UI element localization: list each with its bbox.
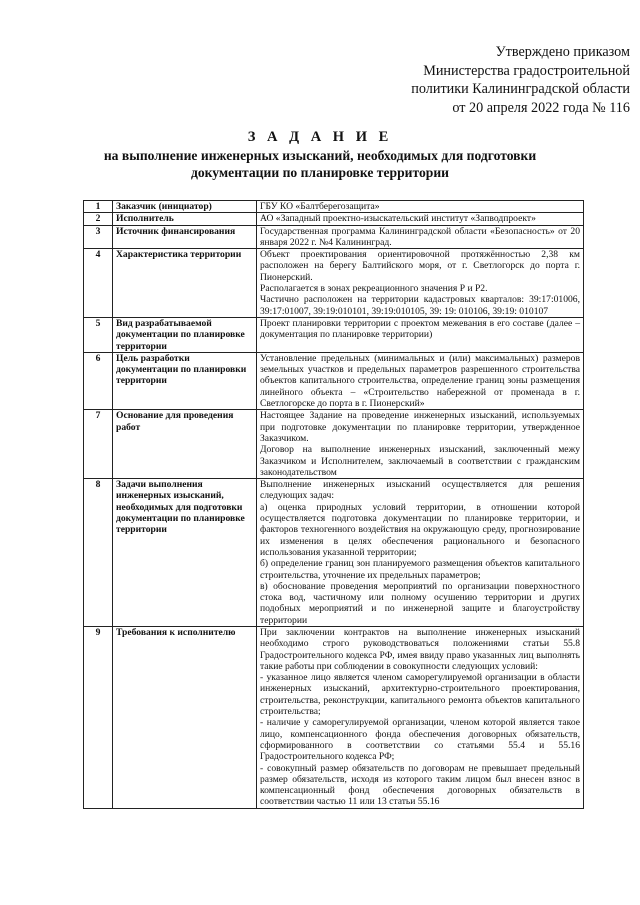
table-row: [84, 201, 584, 213]
document-title: З А Д А Н И Е: [247, 129, 393, 145]
document-subtitle: [40, 147, 600, 181]
row-number: 6: [84, 352, 113, 409]
value-paragraph: б) определение границ зон планируемого размещения объектов капитального строительства, уточнение их предельных параметров;: [260, 558, 580, 581]
table-row: [84, 249, 584, 318]
table-row: [84, 410, 584, 479]
row-value: [257, 626, 584, 808]
value-paragraph: - наличие у саморегулируемой организации, членом которой является такое лицо, компенсационного фонда обеспечения договорных обязательств, сформированного в соответствии со статьями 55.4 и 55.16 Градостроительного кодекса РФ;: [260, 717, 580, 763]
value-paragraph: а) оценка природных условий территории, в отношении которой осуществляется подготовка документации по планировке территории, и факторов техногенного воздействия на окружающую среду, прогнозирование их изменения в целях обеспечения рационального и безопасного использования указанной территории;: [260, 501, 580, 558]
value-paragraph: Располагается в зонах рекреационного значения Р и Р2.: [260, 283, 488, 295]
table-row: [84, 317, 584, 352]
value-paragraph: Выполнение инженерных изысканий осуществляется для решения следующих задач:: [260, 479, 580, 502]
table-row: [84, 225, 584, 249]
row-value: [257, 249, 584, 318]
row-number: 1: [84, 201, 113, 213]
table-row: [84, 352, 584, 409]
value-paragraph: Установление предельных (минимальных и (или) максимальных) размеров земельных участков и предельных параметров разрешенного строительства объектов капитального строительства, определение границ зоны размещения линейного объекта – «Строительство набережной от променада в г. Светлогорске до порта в г. Пионерский»: [260, 352, 580, 410]
value-paragraph: ГБУ КО «Балтберегозащита»: [260, 201, 380, 212]
table-row: [84, 626, 584, 808]
row-label: Источник финансирования: [113, 225, 257, 249]
row-value: [257, 317, 584, 352]
approval-line: политики Калининградской области: [411, 81, 630, 97]
row-value: [257, 213, 584, 225]
row-number: 5: [84, 317, 113, 352]
row-value: [257, 225, 584, 249]
value-paragraph: При заключении контрактов на выполнение инженерных изысканий необходимо строго руководствоваться положениями статьи 55.8 Градостроительного кодекса РФ, имея ввиду право указанных лиц выполнять такие работы при соблюдении в совокупности следующих условий:: [260, 626, 580, 672]
row-value: [257, 479, 584, 627]
value-paragraph: Государственная программа Калининградской области «Безопасность» от 20 января 2022 г. №4 Калининград.: [260, 225, 580, 248]
row-label: Исполнитель: [113, 213, 257, 225]
value-paragraph: Договор на выполнение инженерных изысканий, заключенный межу Заказчиком и Исполнителем, заключаемый в соответствии с гражданским законодательством: [260, 444, 580, 478]
value-paragraph: АО «Западный проектно-изыскательский институт «Запводпроект»: [260, 213, 536, 225]
value-paragraph: Объект проектирования ориентировочной протяжённостью 2,38 км расположен на берегу Балтийского моря, от г. Светлогорск до порта г. Пионерский.: [260, 249, 580, 283]
approval-line: Утверждено приказом: [495, 44, 630, 60]
value-paragraph: Настоящее Задание на проведение инженерных изысканий, используемых при подготовке документации по планировке территории, утвержденное Заказчиком.: [260, 410, 580, 444]
row-label: Вид разрабатываемой документации по планировке территории: [113, 317, 257, 352]
table-row: [84, 479, 584, 627]
row-number: 9: [84, 626, 113, 808]
value-paragraph: - указанное лицо является членом саморегулируемой организации в области инженерных изысканий, архитектурно-строительного проектирования, строительства, реконструкции, капитального ремонта объектов капитального строительства;: [260, 672, 580, 718]
value-paragraph: Проект планировки территории с проектом межевания в его составе (далее – документация по планировке территории): [260, 317, 580, 341]
approval-stamp: [330, 43, 630, 117]
value-paragraph: Частично расположен на территории кадастровых кварталов: 39:17:01006, 39:17:01007, 39:19:010101, 39:19:010105, 39: 19: 010106, 39:19: 010107: [260, 294, 580, 317]
row-value: [257, 201, 584, 213]
row-number: 3: [84, 225, 113, 249]
row-value: [257, 410, 584, 479]
row-number: 2: [84, 213, 113, 225]
value-paragraph: - совокупный размер обязательств по договорам не превышает предельный размер обязательств, исходя из которого таким лицом был внесен взнос в компенсационный фонд обеспечения договорных обязательств в соответствии частью 11 или 13 статьи 55.16: [260, 762, 580, 808]
subtitle-line: на выполнение инженерных изысканий, необходимых для подготовки: [103, 148, 537, 163]
row-label: Задачи выполнения инженерных изысканий, необходимых для подготовки документации по планировке территории: [113, 479, 257, 627]
approval-line: Министерства градостроительной: [423, 62, 630, 79]
row-number: 4: [84, 249, 113, 318]
row-label: Характеристика территории: [113, 249, 257, 318]
approval-line: от 20 апреля 2022 года № 116: [452, 99, 630, 116]
table-row: [84, 213, 584, 225]
subtitle-line: документации по планировке территории: [190, 165, 449, 180]
row-number: 8: [84, 479, 113, 627]
row-label: Заказчик (инициатор): [113, 201, 257, 213]
row-value: [257, 352, 584, 409]
row-label: Цель разработки документации по планировки территории: [113, 352, 257, 409]
value-paragraph: в) обоснование проведения мероприятий по организации поверхностного стока вод, частичному или полному осушению территории и других подобных мероприятий и по инженерной защите и благоустройству территории: [260, 580, 580, 626]
row-number: 7: [84, 410, 113, 479]
row-label: Требования к исполнителю: [113, 626, 257, 808]
row-label: Основание для проведения работ: [113, 410, 257, 479]
task-table: [83, 200, 584, 809]
